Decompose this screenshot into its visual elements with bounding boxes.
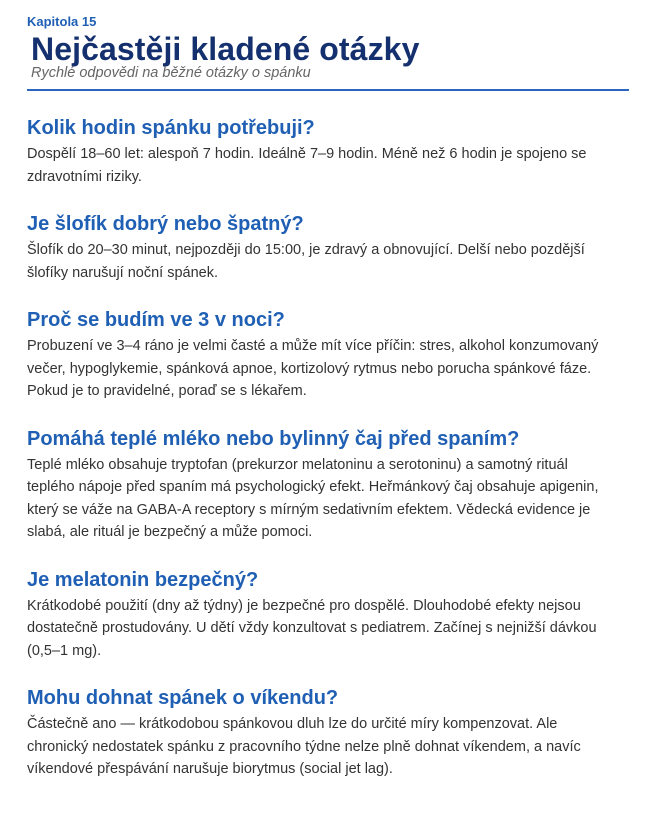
faq-question: Kolik hodin spánku potřebuji?: [27, 117, 315, 139]
faq-question: Pomáhá teplé mléko nebo bylinný čaj před spaním?: [27, 427, 520, 450]
page-subtitle: Rychlé odpovědi na běžné otázky o spánku: [31, 65, 311, 81]
faq-answer: Částečně ano — krátkodobou spánkovou dluh lze do určité míry kompenzovat. Ale chronický nedostatek spánku z pracovního týdne nelze plně dohnat víkendem, a navíc víkendové přespávání narušuje biorytmus (social jet lag).: [27, 716, 581, 777]
faq-answer: Teplé mléko obsahuje tryptofan (prekurzor melatoninu a serotoninu) a samotný rituál teplého nápoje před spaním má psychologický efekt. Heřmánkový čaj obsahuje apigenin, který se váže na GABA-A receptory s mírným sedativním efektem. Vědecká evidence je slabá, ale rituál je bezpečný a může pomoci.: [27, 456, 599, 540]
faq-answer: Krátkodobé použití (dny až týdny) je bezpečné pro dospělé. Dlouhodobé efekty nejsou dostatečně prostudovány. U dětí vždy konzultovat s pediatrem. Začínej s nejnižší dávkou (0,5–1 mg).: [27, 597, 597, 659]
chapter-label: Kapitola 15: [27, 14, 97, 29]
title-divider: [27, 89, 629, 91]
faq-item: [27, 212, 629, 284]
faq-answer: Probuzení ve 3–4 ráno je velmi časté a může mít více příčin: stres, alkohol konzumovaný večer, hypoglykemie, spánková apnoe, kortizolový rytmus nebo porucha spánkové fáze. Pokud je to pravidelné, poraď se s lékařem.: [27, 338, 599, 399]
faq-question: Je melatonin bezpečný?: [27, 568, 259, 591]
document-page: [27, 14, 629, 781]
faq-item: [27, 686, 629, 781]
faq-item: [27, 427, 629, 544]
faq-question: Mohu dohnat spánek o víkendu?: [27, 687, 339, 709]
faq-question: Je šlofík dobrý nebo špatný?: [27, 213, 304, 235]
faq-item: [27, 116, 629, 188]
faq-item: [27, 568, 629, 663]
faq-answer: Dospělí 18–60 let: alespoň 7 hodin. Ideálně 7–9 hodin. Méně než 6 hodin je spojeno se zdravotními riziky.: [27, 146, 587, 185]
page-title: Nejčastěji kladené otázky: [31, 31, 420, 67]
faq-item: [27, 308, 629, 403]
faq-question: Proč se budím ve 3 v noci?: [27, 309, 285, 331]
faq-answer: Šlofík do 20–30 minut, nejpozději do 15:00, je zdravý a obnovující. Delší nebo pozdější šlofíky narušují noční spánek.: [27, 242, 585, 281]
faq-list: [27, 116, 629, 781]
